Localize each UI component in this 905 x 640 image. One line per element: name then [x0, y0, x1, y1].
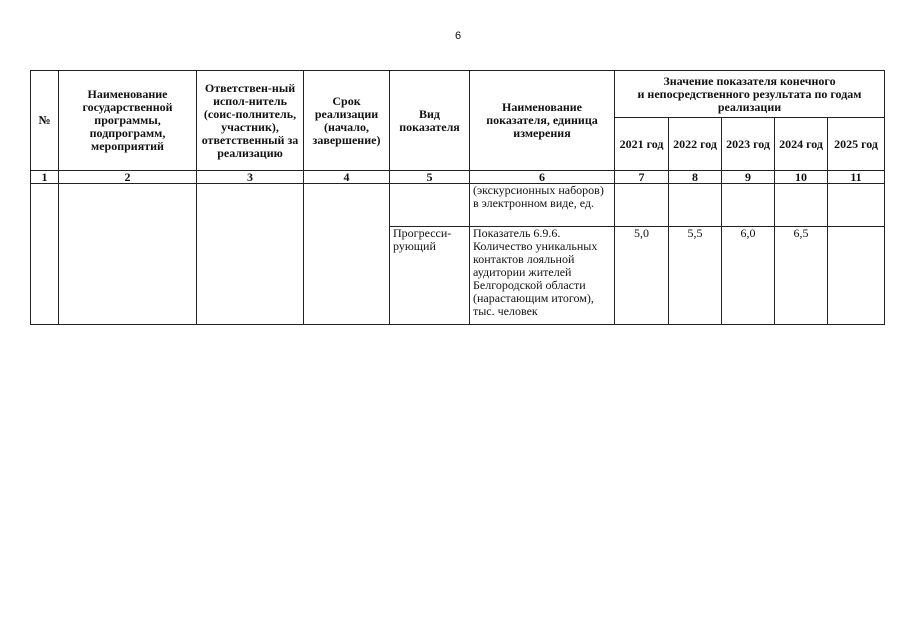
cell-value-2021 — [615, 184, 669, 227]
header-values-group — [615, 71, 885, 118]
column-numbers-row — [31, 171, 885, 184]
cell-indicator-type — [390, 184, 470, 227]
header-term: Срок реализации (начало, завершение) — [304, 71, 390, 171]
column-number: 7 — [615, 171, 669, 184]
column-number: 11 — [828, 171, 885, 184]
header-values-line1: Значение показателя конечного — [663, 73, 836, 88]
header-year-2021: 2021 год — [615, 118, 669, 171]
header-indicator-type: Вид показателя — [390, 71, 470, 171]
cell-indicator-name: (экскурсионных наборов) в электронном видe, ед. — [470, 184, 615, 227]
cell-value-2024: 6,5 — [775, 227, 828, 325]
header-year-2023: 2023 год — [722, 118, 775, 171]
column-number: 1 — [31, 171, 59, 184]
column-number: 9 — [722, 171, 775, 184]
cell-responsible — [197, 184, 304, 325]
header-responsible: Ответствен-ный испол-нитель (соис-полнитель, участник), ответственный за реализацию — [197, 71, 304, 171]
cell-value-2022 — [669, 184, 722, 227]
column-number: 3 — [197, 171, 304, 184]
cell-indicator-name: Показатель 6.9.6. Количество уникальных контактов лояльной аудитории жителей Белгородской области (нарастающим итогом), тыс. человек — [470, 227, 615, 325]
header-year-2022: 2022 год — [669, 118, 722, 171]
column-number: 6 — [470, 171, 615, 184]
cell-indicator-type: Прогресси-рующий — [390, 227, 470, 325]
cell-num — [31, 184, 59, 325]
cell-value-2023: 6,0 — [722, 227, 775, 325]
header-values-line2: и непосредственного результата по годам реализации — [637, 86, 862, 114]
cell-program-name — [59, 184, 197, 325]
column-number: 4 — [304, 171, 390, 184]
cell-value-2021: 5,0 — [615, 227, 669, 325]
column-number: 8 — [669, 171, 722, 184]
cell-term — [304, 184, 390, 325]
cell-value-2022: 5,5 — [669, 227, 722, 325]
cell-value-2025 — [828, 227, 885, 325]
table-row — [31, 184, 885, 227]
header-year-2024: 2024 год — [775, 118, 828, 171]
header-num: № — [31, 71, 59, 171]
column-number: 5 — [390, 171, 470, 184]
column-number: 10 — [775, 171, 828, 184]
cell-value-2025 — [828, 184, 885, 227]
cell-value-2023 — [722, 184, 775, 227]
indicators-table — [30, 70, 885, 325]
header-year-2025: 2025 год — [828, 118, 885, 171]
header-row-1 — [31, 71, 885, 118]
page-number: 6 — [455, 30, 462, 42]
cell-value-2024 — [775, 184, 828, 227]
header-indicator-name: Наименование показателя, единица измерения — [470, 71, 615, 171]
header-program-name: Наименование государственной программы, подпрограмм, мероприятий — [59, 71, 197, 171]
column-number: 2 — [59, 171, 197, 184]
